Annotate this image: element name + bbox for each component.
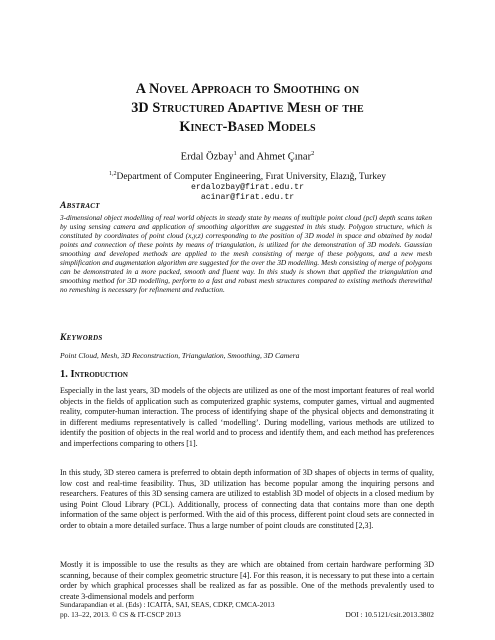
- keywords-text: Point Cloud, Mesh, 3D Reconstruction, Triangulation, Smoothing, 3D Camera: [60, 351, 300, 360]
- title-line-2: 3D Structured Adaptive Mesh of the: [131, 100, 364, 116]
- introduction-heading: 1. Introduction: [60, 369, 128, 380]
- email-author-2[interactable]: acinar@firat.edu.tr: [200, 193, 295, 202]
- abstract-heading: Abstract: [60, 201, 100, 211]
- affiliation-text: Department of Computer Engineering, Fırat University, Elazığ, Turkey: [116, 172, 387, 183]
- title-line-3: Kinect-Based Models: [179, 119, 316, 135]
- body-paragraph-3: Mostly it is impossible to use the results as they are which are obtained from certain hardware performing 3D scanning, because of their complex geometric structure [4]. For this reason, it is necessary to put these into a certain order by which graphical processes shall be realized as far as possible. One of the methods prevalently used to create 3-dimensional models and perform: [60, 560, 434, 601]
- affiliation: [0, 171, 495, 182]
- title-line-1: A Novel Approach to Smoothing on: [135, 81, 360, 97]
- email-author-1[interactable]: erdalozbay@firat.edu.tr: [190, 183, 304, 192]
- body-paragraph-1: Especially in the last years, 3D models of the objects are utilized as one of the most important features of real world objects in the fields of application such as computerized graphic systems, computer games, virtual and augmented reality, computer-human interaction. The process of identifying shape of the physical objects and demonstrating it in different mediums representatively is called ‘modelling’. During modelling, various methods are utilized to identify the position of objects in the real world and to process and identify them, and each method has preferences and imperfections comparing to others [1].: [60, 386, 434, 448]
- author-2: Ahmet Çınar: [256, 151, 312, 163]
- author-list: [0, 150, 495, 163]
- page-footer: [60, 600, 434, 619]
- author-1: Erdal Özbay: [180, 151, 234, 163]
- abstract-text: 3-dimensional object modelling of real world objects in steady state by means of multiple point cloud (pcl) depth scans taken by using sensing camera and application of smoothing algorithm are suggested in this study. Polygon structure, which is constituted by coordinates of point cloud (x,y,z) corresponding to the position of 3D model in space and obtained by nodal points and connection of these points by means of triangulation, is utilized for the demonstration of 3D models. Gaussian smoothing and developed methods are applied to the mesh consisting of merge of these polygons, and a new mesh simplification and augmentation algorithm are suggested for the over the 3D modelling. Mesh consisting of merge of polygons can be demonstrated in a more packed, smooth and fluent way. In this study is shown that applied the triangulation and smoothing method for 3D modelling, perform to a fast and robust mesh structures compared to existing methods therewithal no remeshing is necessary for refinement and reduction.: [60, 213, 432, 295]
- author-2-affil-mark: 2: [311, 150, 315, 157]
- author-1-affil-mark: 1: [233, 150, 237, 157]
- author-separator: and: [236, 151, 257, 163]
- footer-proceedings: Sundarapandian et al. (Eds) : ICAITA, SAI, SEAS, CDKP, CMCA-2013: [60, 600, 275, 609]
- footer-doi[interactable]: DOI : 10.5121/csit.2013.3802: [345, 609, 434, 619]
- footer-pages: pp. 13–22, 2013. © CS & IT-CSCP 2013: [60, 609, 181, 619]
- affiliation-mark: 1,2: [108, 171, 117, 177]
- keywords-heading: Keywords: [60, 333, 103, 343]
- paper-title: [60, 80, 435, 137]
- body-paragraph-2: In this study, 3D stereo camera is preferred to obtain depth information of 3D shapes of objects in terms of quality, low cost and real-time feasibility. Thus, 3D utilization has become popular among the inquiring persons and researchers. Features of this 3D sensing camera are utilized to establish 3D model of objects in a closed medium by using Point Cloud Library (PCL). Additionally, process of connecting data that contains more than one depth information of the same object is performed. With the aid of this process, different point cloud sets are connected in order to obtain a more detailed surface. Thus a large number of point clouds are constituted [2,3].: [60, 468, 434, 530]
